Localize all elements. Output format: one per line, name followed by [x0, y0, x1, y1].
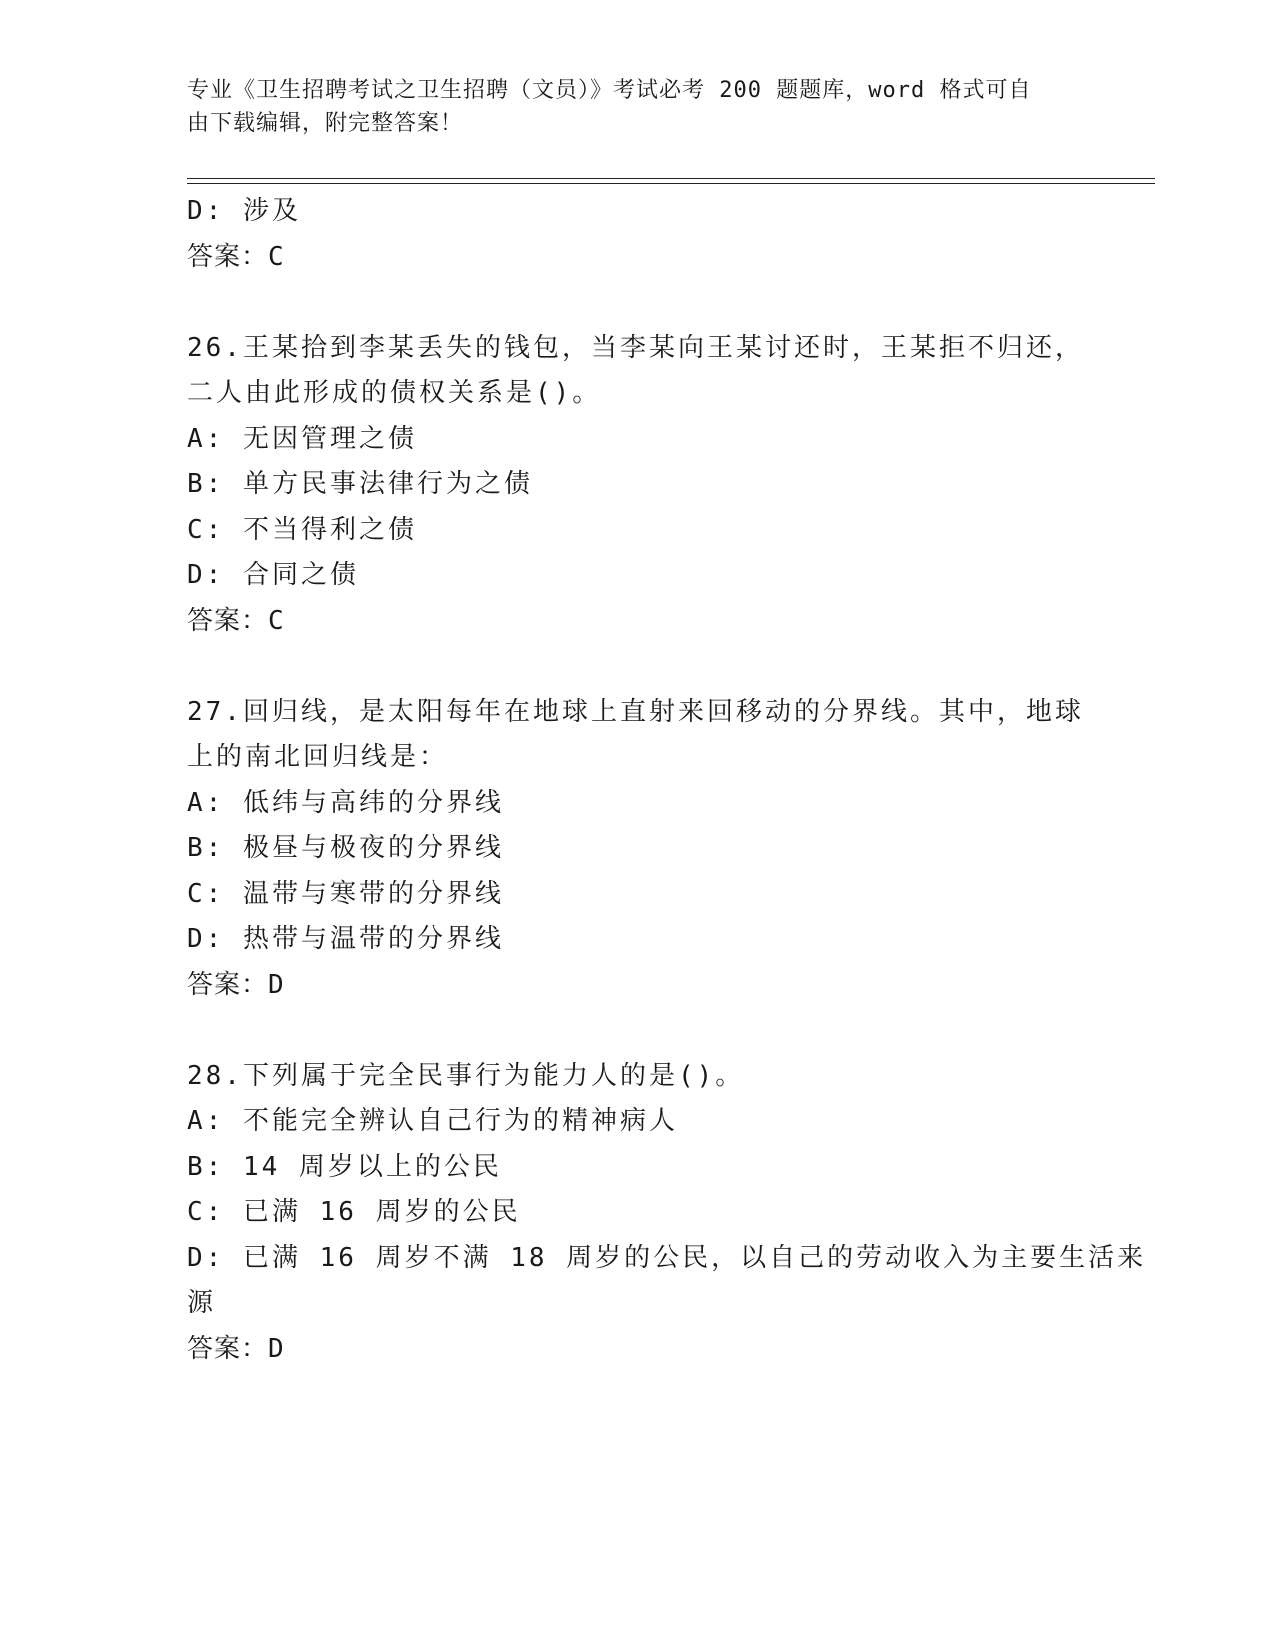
- option-a: A: 不能完全辨认自己行为的精神病人: [187, 1106, 678, 1136]
- header-rule-bottom: [187, 183, 1155, 184]
- spacer: [187, 644, 1087, 690]
- question-28: [187, 1054, 1147, 1373]
- carryover-block: [187, 189, 1087, 280]
- answer: 答案：C: [187, 605, 285, 636]
- spacer: [187, 1008, 1087, 1054]
- question-stem: 26.王某拾到李某丢失的钱包，当李某向王某讨还时，王某拒不归还，: [187, 332, 1084, 363]
- question-27: [187, 690, 1087, 1009]
- option-c: C: 已满 16 周岁的公民: [187, 1197, 521, 1227]
- option-b: B: 单方民事法律行为之债: [187, 469, 533, 499]
- header-rule-top: [187, 178, 1155, 179]
- option-c: C: 温带与寒带的分界线: [187, 878, 504, 909]
- option-d: D: 热带与温带的分界线: [187, 924, 504, 954]
- header-line-2: 由下载编辑，附完整答案！: [187, 111, 464, 136]
- answer: 答案：D: [187, 969, 285, 1000]
- option-d: D: 合同之债: [187, 560, 359, 590]
- answer: 答案：C: [187, 241, 285, 272]
- answer: 答案：D: [187, 1333, 285, 1364]
- spacer: [187, 280, 1087, 326]
- question-26: [187, 326, 1087, 645]
- question-stem: 27.回归线，是太阳每年在地球上直射来回移动的分界线。其中，地球: [187, 696, 1084, 727]
- question-stem: 28.下列属于完全民事行为能力人的是()。: [187, 1060, 745, 1091]
- document-header: [187, 74, 1087, 140]
- option-d: D: 涉及: [187, 196, 301, 226]
- question-stem: 上的南北回归线是：: [187, 742, 449, 772]
- header-line-1: 专业《卫生招聘考试之卫生招聘（文员）》考试必考 200 题题库，word 格式可自: [187, 78, 1032, 103]
- option-d: D: 已满 16 周岁不满 18 周岁的公民，以自己的劳动收入为主要生活来: [187, 1242, 1147, 1273]
- option-c: C: 不当得利之债: [187, 514, 417, 545]
- option-a: A: 低纬与高纬的分界线: [187, 787, 504, 818]
- option-b: B: 14 周岁以上的公民: [187, 1151, 502, 1182]
- option-b: B: 极昼与极夜的分界线: [187, 833, 504, 863]
- option-a: A: 无因管理之债: [187, 423, 417, 454]
- question-stem: 二人由此形成的债权关系是()。: [187, 378, 602, 408]
- question-list: [187, 189, 1147, 1372]
- option-d-continuation: 源: [187, 1288, 217, 1318]
